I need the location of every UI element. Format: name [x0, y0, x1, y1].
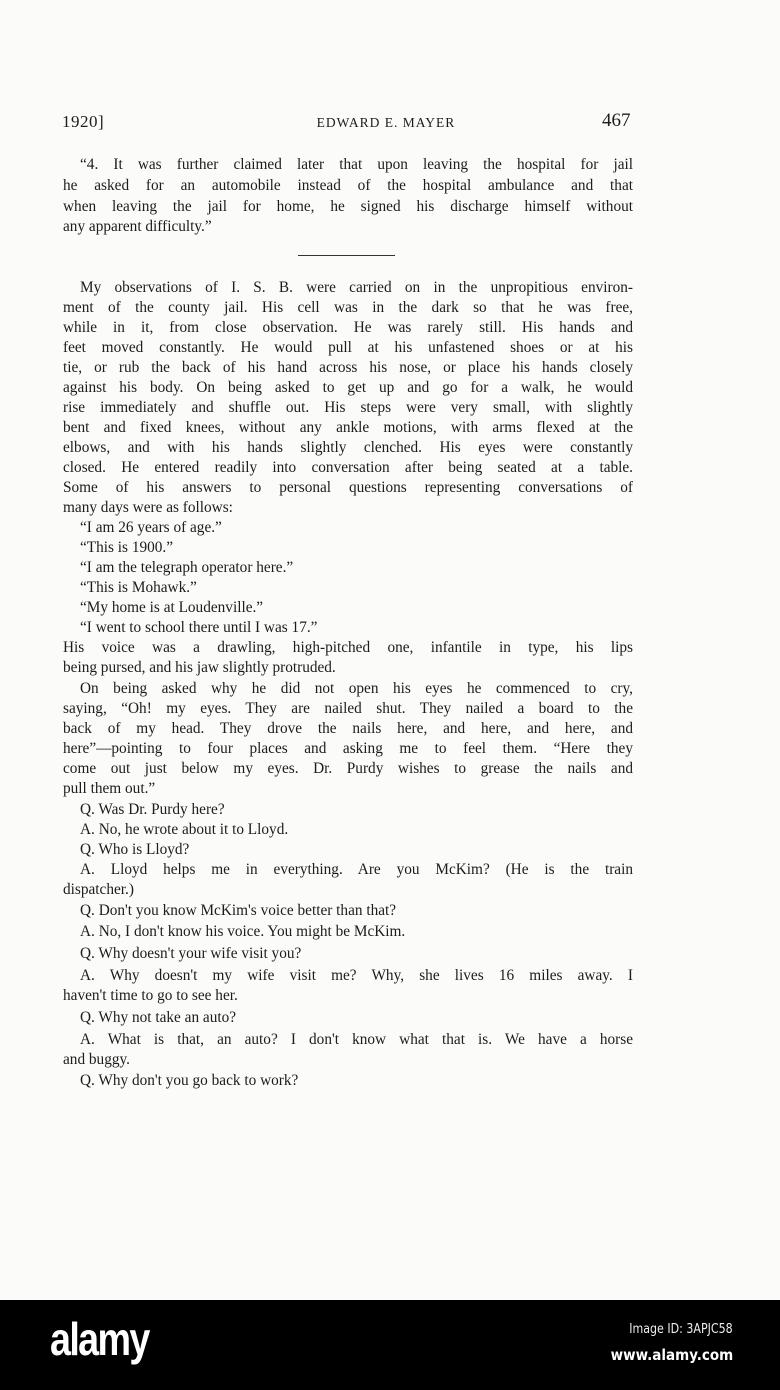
text-line: His voice was a drawling, high-pitched one, infantile in type, his lips	[63, 639, 633, 656]
text-line: “This is Mohawk.”	[80, 579, 197, 596]
text-line: “My home is at Loudenville.”	[80, 599, 264, 616]
text-line: Q. Why doesn't your wife visit you?	[80, 945, 302, 962]
text-line: bent and fixed knees, without any ankle motions, with arms flexed at the	[63, 419, 633, 436]
text-line: while in it, from close observation. He was rarely still. His hands and	[63, 319, 633, 336]
text-line: A. No, I don't know his voice. You might be McKim.	[80, 923, 406, 940]
text-line: feet moved constantly. He would pull at his unfastened shoes or at his	[63, 339, 633, 356]
watermark-url: www.alamy.com	[610, 1346, 733, 1364]
text-line: dispatcher.)	[63, 881, 134, 898]
text-line: Q. Was Dr. Purdy here?	[80, 801, 225, 818]
text-line: ment of the county jail. His cell was in the dark so that he was free,	[63, 299, 633, 316]
text-line: A. What is that, an auto? I don't know what that is. We have a horse	[80, 1031, 633, 1048]
text-line: “I went to school there until I was 17.”	[80, 619, 318, 636]
text-line: A. Lloyd helps me in everything. Are you McKim? (He is the train	[80, 861, 633, 878]
text-line: “I am the telegraph operator here.”	[80, 559, 294, 576]
text-line: being pursed, and his jaw slightly protruded.	[63, 659, 336, 676]
text-line: On being asked why he did not open his eyes he commenced to cry,	[80, 680, 633, 697]
text-line: My observations of I. S. B. were carried on in the unpropitious environ-	[80, 279, 633, 296]
text-line: he asked for an automobile instead of the hospital ambulance and that	[63, 177, 633, 194]
text-line: haven't time to go to see her.	[63, 987, 238, 1004]
text-line: “I am 26 years of age.”	[80, 519, 222, 536]
page-number: 467	[602, 110, 631, 131]
image-id: Image ID: 3APJC58	[629, 1322, 733, 1337]
text-line: “This is 1900.”	[80, 539, 174, 556]
text-line: here”—pointing to four places and asking me to feel them. “Here they	[63, 740, 633, 757]
text-line: many days were as follows:	[63, 499, 233, 516]
section-divider	[298, 255, 395, 256]
text-line: Q. Who is Lloyd?	[80, 841, 190, 858]
text-line: closed. He entered readily into conversation after being seated at a table.	[63, 459, 633, 476]
text-line: come out just below my eyes. Dr. Purdy wishes to grease the nails and	[63, 760, 633, 777]
header-year: 1920]	[62, 112, 105, 131]
text-line: elbows, and with his hands slightly clenched. His eyes were constantly	[63, 439, 633, 456]
text-line: when leaving the jail for home, he signed his discharge himself without	[63, 198, 633, 215]
alamy-logo: alamy	[50, 1313, 149, 1365]
text-line: back of my head. They drove the nails here, and here, and here, and	[63, 720, 633, 737]
text-line: and buggy.	[63, 1051, 130, 1068]
text-line: against his body. On being asked to get up and go for a walk, he would	[63, 379, 633, 396]
watermark-bar	[0, 1300, 780, 1390]
text-line: rise immediately and shuffle out. His steps were very small, with slightly	[63, 399, 633, 416]
text-line: any apparent difficulty.”	[63, 218, 212, 235]
text-line: A. Why doesn't my wife visit me? Why, she lives 16 miles away. I	[80, 967, 633, 984]
text-line: A. No, he wrote about it to Lloyd.	[80, 821, 289, 838]
text-line: Q. Why not take an auto?	[80, 1009, 237, 1026]
text-line: tie, or rub the back of his hand across his nose, or place his hands closely	[63, 359, 633, 376]
text-line: pull them out.”	[63, 780, 156, 797]
text-line: Some of his answers to personal questions representing conversations of	[63, 479, 633, 496]
text-line: Q. Don't you know McKim's voice better than that?	[80, 902, 397, 919]
text-line: “4. It was further claimed later that upon leaving the hospital for jail	[80, 156, 633, 173]
text-line: Q. Why don't you go back to work?	[80, 1072, 299, 1089]
text-line: saying, “Oh! my eyes. They are nailed shut. They nailed a board to the	[63, 700, 633, 717]
running-head-author: EDWARD E. MAYER	[316, 115, 456, 130]
